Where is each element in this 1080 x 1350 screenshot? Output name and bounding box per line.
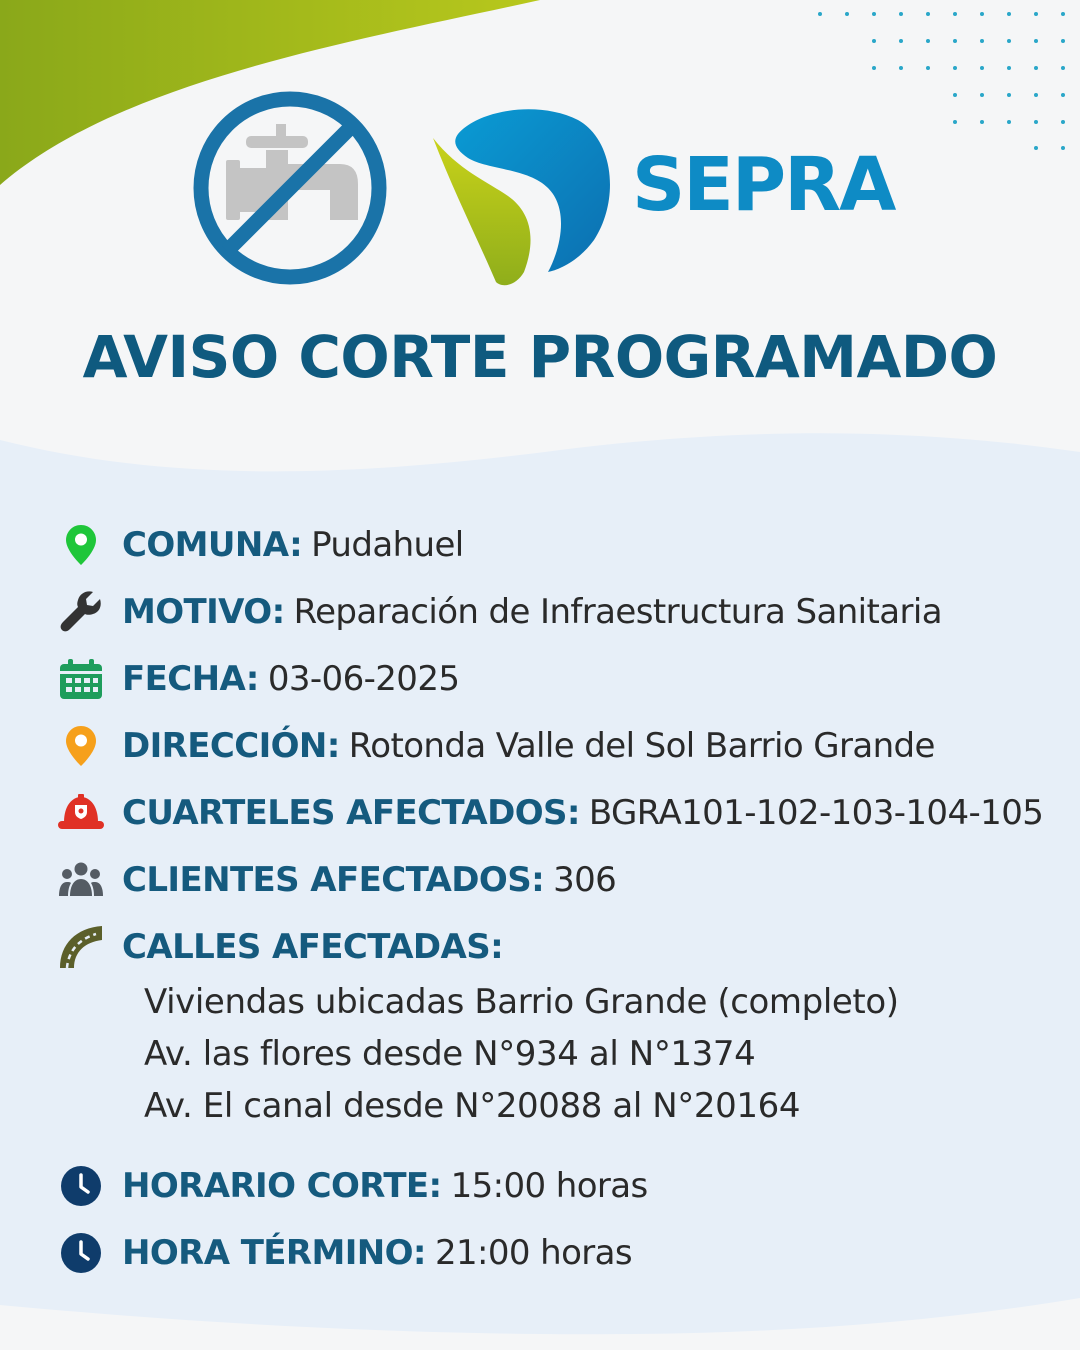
street-line: Viviendas ubicadas Barrio Grande (completo): [144, 982, 899, 1022]
street-line: Av. las flores desde N°934 al N°1374: [144, 1034, 756, 1074]
info-row-direccion: [56, 721, 1066, 771]
hora-termino-label: HORA TÉRMINO:: [122, 1233, 426, 1273]
clock-icon: [56, 1231, 106, 1275]
wrench-icon: [56, 590, 106, 634]
road-icon: [56, 925, 106, 969]
clientes-label: CLIENTES AFECTADOS:: [122, 860, 545, 900]
street-line: Av. El canal desde N°20088 al N°20164: [144, 1086, 801, 1126]
fecha-label: FECHA:: [122, 659, 259, 699]
no-water-tap-icon: [190, 88, 390, 288]
clientes-value: 306: [553, 860, 617, 900]
map-pin-icon: [56, 724, 106, 768]
info-row-motivo: [56, 587, 1066, 637]
info-row-hora-termino: [56, 1228, 1066, 1278]
direccion-value: Rotonda Valle del Sol Barrio Grande: [348, 726, 935, 766]
cuarteles-value: BGRA101-102-103-104-105: [588, 793, 1044, 833]
info-row-horario-corte: [56, 1161, 1066, 1211]
sepra-logo-mark: [428, 100, 618, 290]
affected-streets-list: [144, 976, 899, 1132]
location-pin-icon: [56, 523, 106, 567]
page-title: AVISO CORTE PROGRAMADO: [82, 323, 998, 391]
clock-icon: [56, 1164, 106, 1208]
calendar-icon: [56, 657, 106, 701]
horario-corte-value: 15:00 horas: [450, 1166, 648, 1206]
brand-name: SEPRA: [632, 142, 895, 228]
direccion-label: DIRECCIÓN:: [122, 726, 340, 766]
helmet-icon: [56, 791, 106, 835]
comuna-value: Pudahuel: [311, 525, 464, 565]
motivo-label: MOTIVO:: [122, 592, 285, 632]
info-row-clientes: [56, 855, 1066, 905]
comuna-label: COMUNA:: [122, 525, 303, 565]
hora-termino-value: 21:00 horas: [434, 1233, 633, 1273]
info-row-cuarteles: [56, 788, 1066, 838]
motivo-value: Reparación de Infraestructura Sanitaria: [293, 592, 942, 632]
info-row-fecha: [56, 654, 1066, 704]
users-group-icon: [56, 858, 106, 902]
fecha-value: 03-06-2025: [267, 659, 460, 699]
info-row-comuna: [56, 520, 1066, 570]
horario-corte-label: HORARIO CORTE:: [122, 1166, 442, 1206]
dot-pattern: [810, 2, 1080, 162]
info-row-calles: [56, 922, 1066, 972]
calles-label: CALLES AFECTADAS:: [122, 927, 504, 967]
cuarteles-label: CUARTELES AFECTADOS:: [122, 793, 580, 833]
